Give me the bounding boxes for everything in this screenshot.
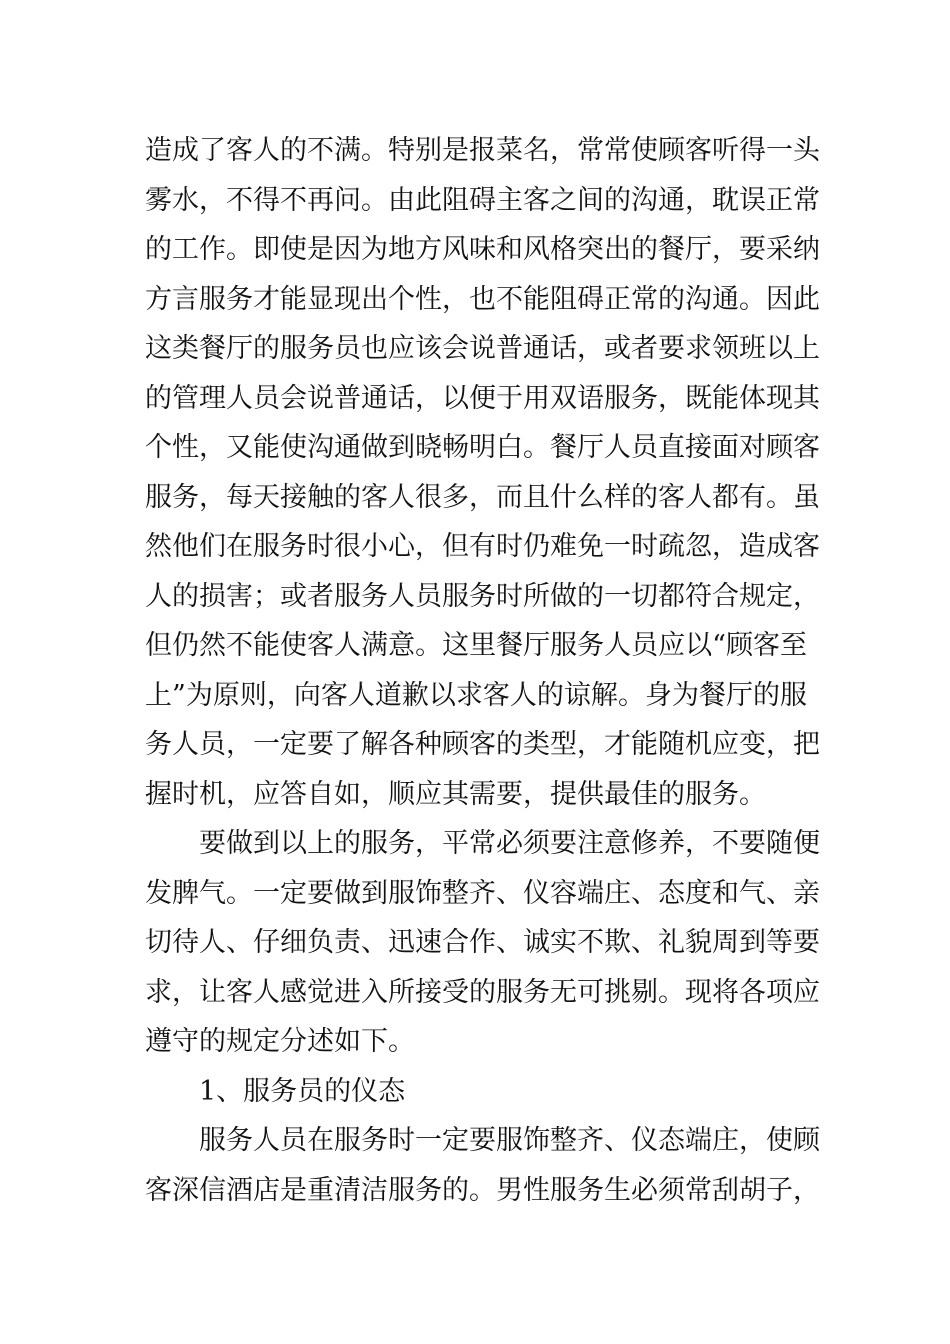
text-line: 这类餐厅的服务员也应该会说普通话，或者要求领班以上 bbox=[145, 333, 820, 364]
paragraph bbox=[145, 126, 820, 819]
paragraph bbox=[145, 819, 820, 1067]
text-line: 客深信酒店是重清洁服务的。男性服务生必须常刮胡子， bbox=[145, 1174, 820, 1206]
text-line: 然他们在服务时很小心，但有时仍难免一时疏忽，造成客 bbox=[145, 531, 820, 562]
text-line: 造成了客人的不满。特别是报菜名，常常使顾客听得一头 bbox=[145, 135, 820, 166]
text-line: 的管理人员会说普通话，以便于用双语服务，既能体现其 bbox=[145, 382, 820, 414]
text-line: 服务，每天接触的客人很多，而且什么样的客人都有。虽 bbox=[145, 481, 820, 513]
text-line: 发脾气。一定要做到服饰整齐、仪容端庄、态度和气、亲 bbox=[145, 877, 820, 909]
document-body bbox=[145, 126, 820, 1215]
text-line: 遵守的规定分述如下。 bbox=[145, 1026, 415, 1057]
text-line: 服务人员在服务时一定要服饰整齐、仪态端庄，使顾 bbox=[199, 1125, 820, 1156]
section-heading bbox=[145, 1067, 807, 1117]
text-line: 人的损害；或者服务人员服务时所做的一切都符合规定， bbox=[145, 580, 820, 612]
text-line: 务人员，一定要了解各种顾客的类型，才能随机应变，把 bbox=[145, 729, 820, 760]
text-line: 个性，又能使沟通做到晓畅明白。餐厅人员直接面对顾客 bbox=[145, 432, 820, 463]
text-line: 要做到以上的服务，平常必须要注意修养，不要随便 bbox=[199, 828, 820, 859]
text-line: 上”为原则，向客人道歉以求客人的谅解。身为餐厅的服 bbox=[145, 679, 807, 711]
text-line: 握时机，应答自如，顺应其需要，提供最佳的服务。 bbox=[145, 778, 766, 810]
text-line: 切待人、仔细负责、迅速合作、诚实不欺、礼貌周到等要 bbox=[145, 927, 820, 958]
text-line: 求，让客人感觉进入所接受的服务无可挑剔。现将各项应 bbox=[145, 976, 820, 1008]
paragraph bbox=[145, 1116, 820, 1215]
text-line: 的工作。即使是因为地方风味和风格突出的餐厅，要采纳 bbox=[145, 234, 820, 265]
text-line: 但仍然不能使客人满意。这里餐厅服务人员应以“顾客至 bbox=[145, 630, 807, 661]
text-line: 雾水，不得不再问。由此阻碍主客之间的沟通，耽误正常 bbox=[145, 184, 820, 216]
heading-text: 1、服务员的仪态 bbox=[199, 1075, 406, 1107]
text-line: 方言服务才能显现出个性，也不能阻碍正常的沟通。因此 bbox=[145, 283, 820, 315]
